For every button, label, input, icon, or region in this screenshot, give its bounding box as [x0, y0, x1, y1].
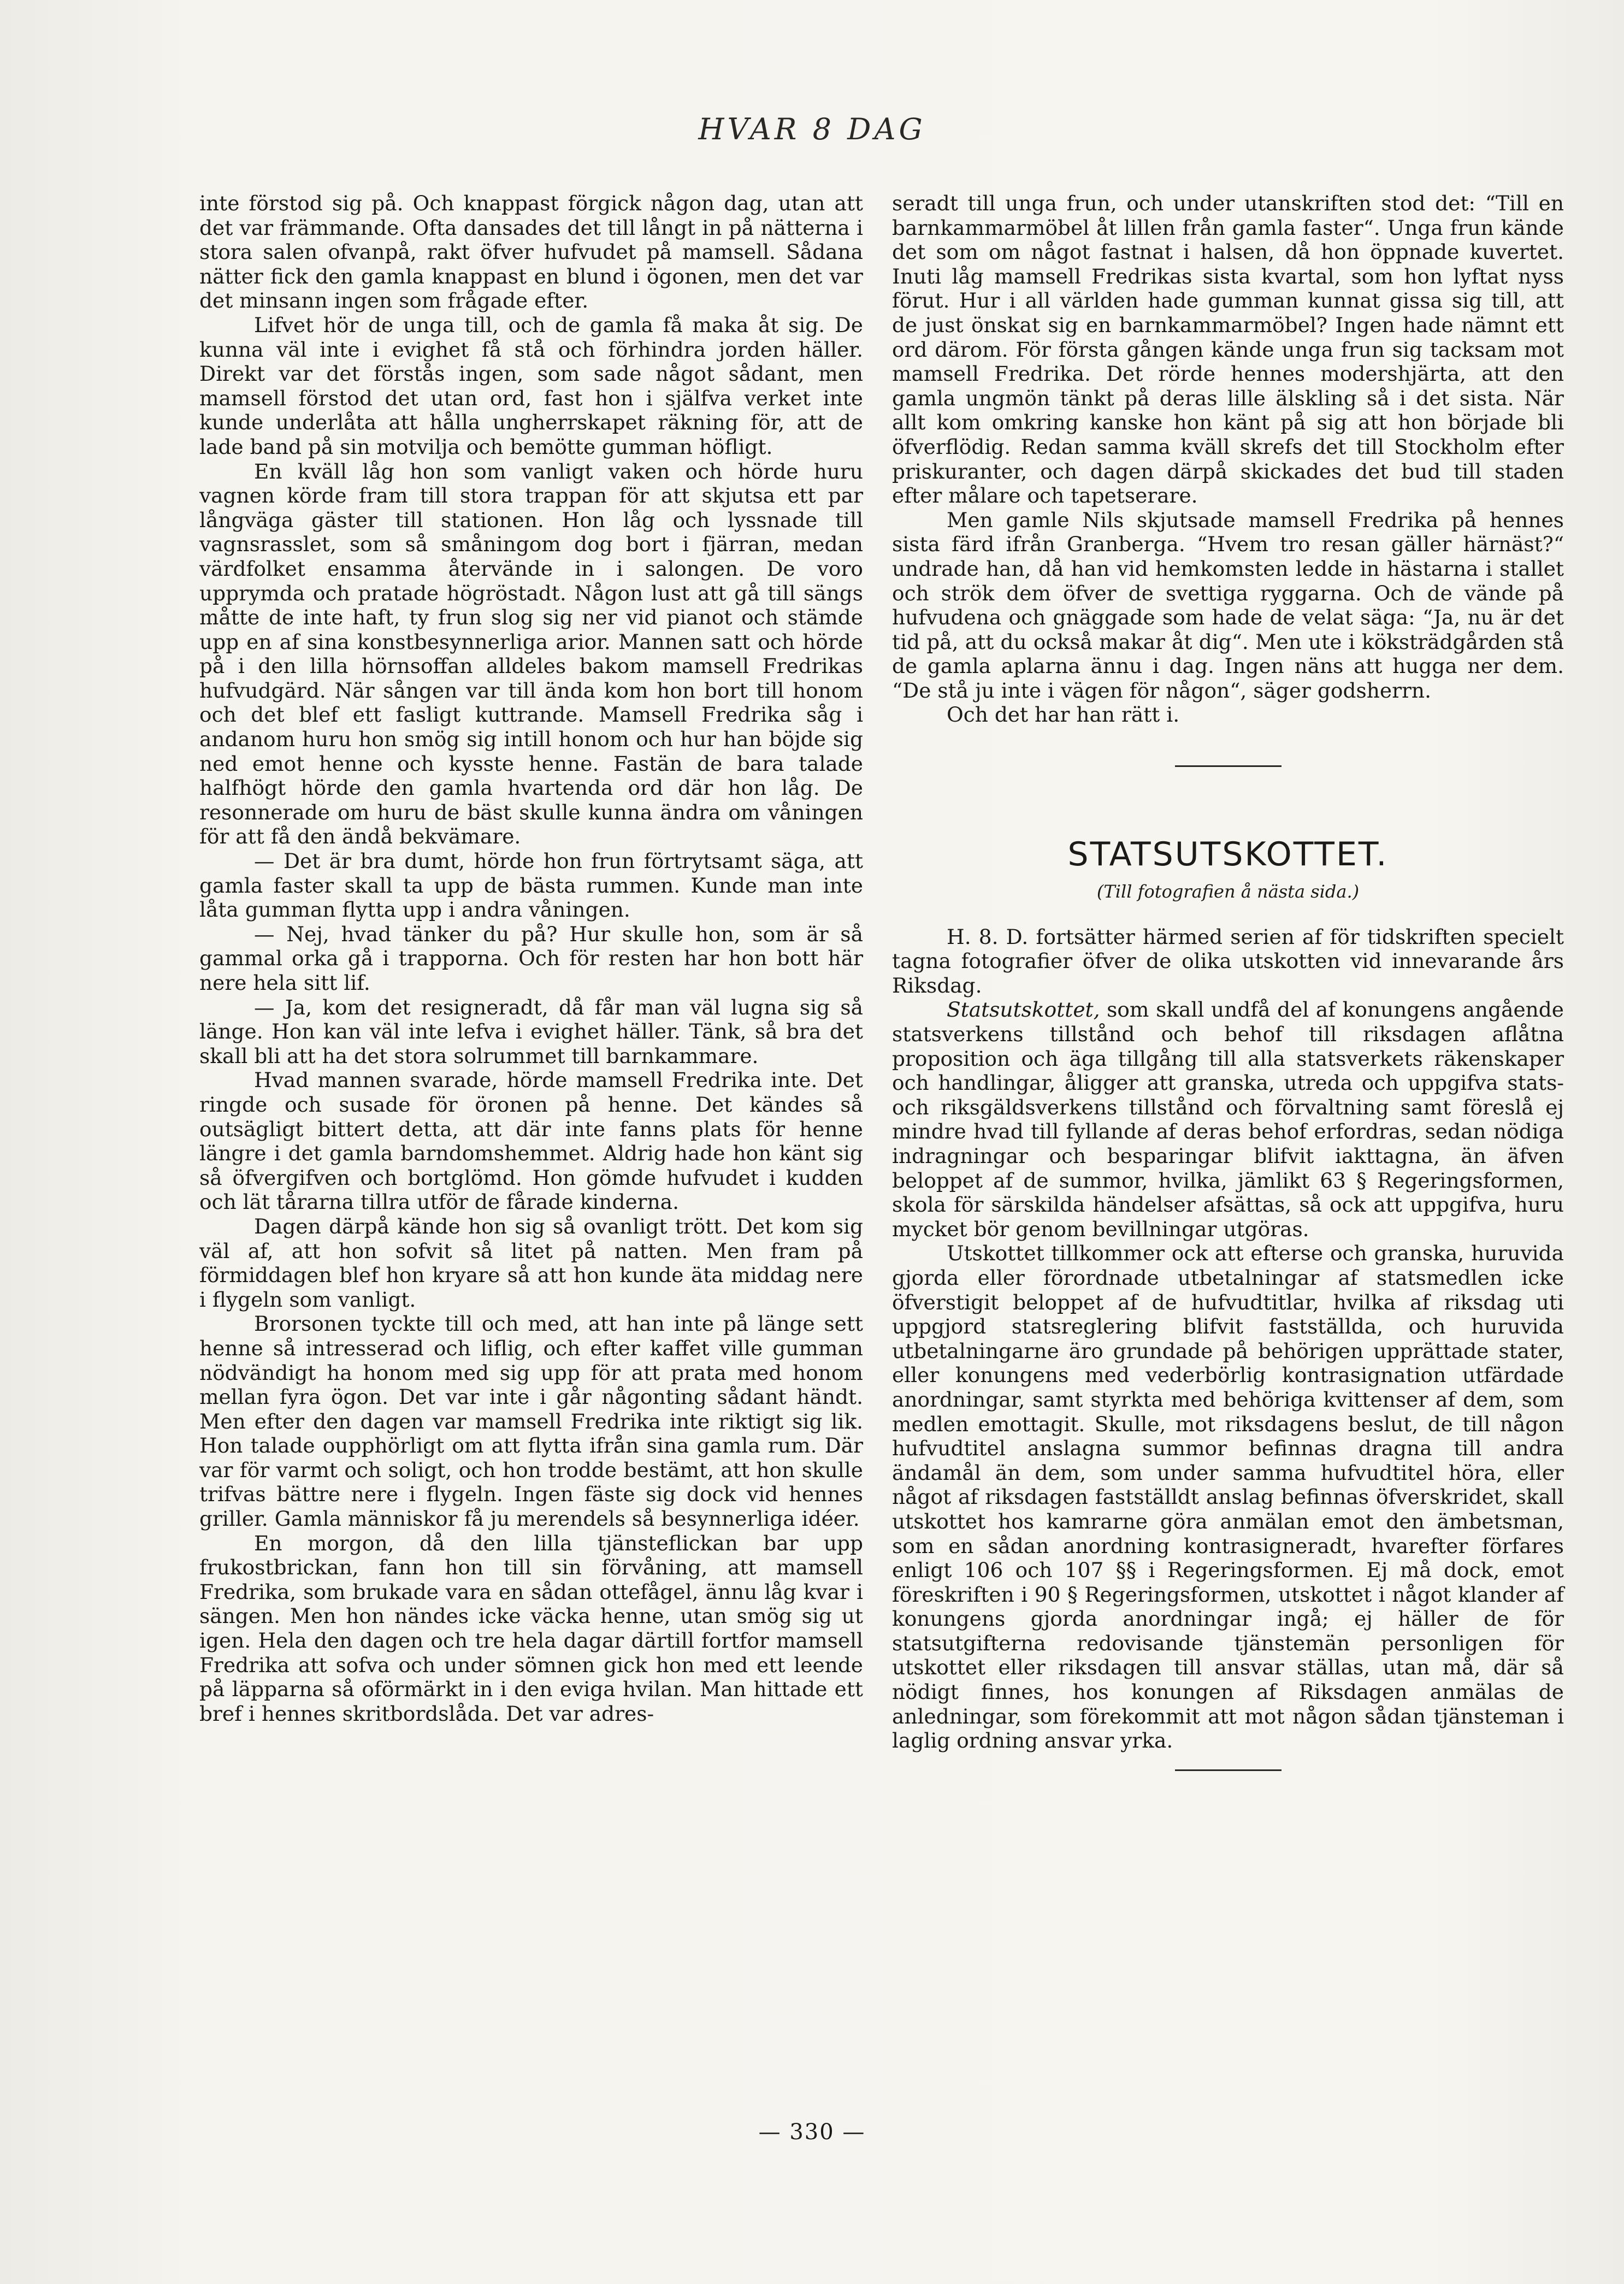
paragraph: — Nej, hvad tänker du på? Hur skulle hon, som är så gammal orka gå i trapporna. Och för resten har hon bott här nere hela sitt lif.: [199, 922, 863, 995]
paragraph: Lifvet hör de unga till, och de gamla få maka åt sig. De kunna väl inte i evighet få stå och förhindra jorden häller. Direkt var det förstås ingen, som sade något sådant, men mamsell förstod det utan ord, fast hon i själfva verket inte kunde underlåta att hålla ungherrskapet räkning för, att de lade band på sin motvilja och bemötte gumman höfligt.: [199, 312, 863, 459]
end-divider: [1175, 1769, 1282, 1771]
paragraph: Dagen därpå kände hon sig så ovanligt trött. Det kom sig väl af, att hon sofvit så litet på natten. Men fram på förmiddagen blef hon kryare så att hon kunde äta middag nere i flygeln som vanligt.: [199, 1214, 863, 1312]
article-paragraph: Utskottet tillkommer ock att efterse och granska, huruvida gjorda eller förordnade utbetalningar af statsmedlen icke öfverstigit beloppet af de hufvudtitlar, hvilka af riksdag uti uppgjord statsreglering blifvit fastställda, och huruvida utbetalningarne äro grundade på behörigen upprättade stater, eller konungens med vederbörlig kontrasignation utfärdade anordningar, samt styrkta med behöriga kvittenser af dem, som medlen emottagit. Skulle, mot riksdagens beslut, de till någon hufvudtitel anslagna summor befinnas dragna till andra ändamål än dem, som under samma hufvudtitel höra, eller något af riksdagen fastställdt anslag befinnas öfverskridet, skall utskottet hos kamrarne göra anmälan emot den ämbetsman, som en sådan anordning kontrasigneradt, hvarefter förfares enligt 106 och 107 §§ i Regeringsformen. Ej må dock, emot föreskriften i 90 § Regeringsformen, utskottet i något klander af konungens gjorda anordningar ingå; ej häller de för statsutgifterna redovisande tjänstemän personligen för utskottet eller riksdagen till ansvar ställas, utan må, där så nödigt finnes, hos konungen af Riksdagen anmälas de anledningar, som förekommit att mot någon sådan tjänsteman i laglig ordning ansvar yrka.: [892, 1241, 1564, 1753]
paragraph: — Ja, kom det resigneradt, då får man väl lugna sig så länge. Hon kan väl inte lefva i evighet häller. Tänk, så bra det skall bli att ha det stora solrummet till barnkammare.: [199, 995, 863, 1068]
emphasis-lead: Statsutskottet,: [947, 998, 1100, 1022]
article-title: STATSUTSKOTTET.: [1067, 835, 1389, 874]
running-head: HVAR 8 DAG: [698, 112, 926, 146]
paragraph: Men gamle Nils skjutsade mamsell Fredrika på hennes sista färd ifrån Granberga. “Hvem tro resan gäller härnäst?“ undrade han, då han vid hemkomsten ledde in hästarna i stallet och strök dem öfver de svettiga ryggarna. Och de vände på hufvudena och gnäggade som hade de velat säga: “Ja, nu är det tid på, att du också makar åt dig“. Men ute i köksträdgården stå de gamla aplarna ännu i dag. Ingen näns att hugga ner dem. “De stå ju inte i vägen för någon“, säger godsherrn.: [892, 507, 1564, 703]
article-paragraph: H. 8. D. fortsätter härmed serien af för tidskriften specielt tagna fotografier öfver de olika utskotten vid innevarande års Riksdag.: [892, 924, 1564, 998]
article-paragraph: [892, 998, 1564, 1241]
paragraph-text: som skall undfå del af konungens angående statsverkens tillstånd och behof till riksdagen aflåtna proposition och äga tillgång till alla statsverkets räkenskaper och handlingar, åligger att granska, utreda och uppgifva stats- och riksgäldsverkens tillstånd och förvaltning samt föreslå ej mindre hvad till fyllande af deras behof erfordras, sedan nödiga indragningar och besparingar blifvit iakttagna, än äfven beloppet af de summor, hvilka, jämlikt 63 § Regeringsformen, skola för särskilda händelser afsättas, så ock att uppgifva, huru mycket bör genom bevillningar utgöras.: [892, 998, 1564, 1241]
paragraph: Hvad mannen svarade, hörde mamsell Fredrika inte. Det ringde och susade för öronen på henne. Det kändes så outsägligt bittert detta, att där inte fanns plats för henne längre i det gamla barndomshemmet. Aldrig hade hon känt sig så öfvergifven och bortglömd. Hon gömde hufvudet i kudden och lät tårarna tillra utför de fårade kinderna.: [199, 1068, 863, 1214]
paragraph: seradt till unga frun, och under utanskriften stod det: “Till en barnkammarmöbel åt lillen från gamla faster“. Unga frun kände det som om något fastnat i halsen, då hon öppnade kuvertet. Inuti låg mamsell Fredrikas sista kvartal, som hon lyftat nyss förut. Hur i all världen hade gumman kunnat gissa sig till, att de just önskat sig en barnkammarmöbel? Ingen hade nämnt ett ord därom. För första gången kände unga frun sig tacksam mot mamsell Fredrika. Det rörde hennes modershjärta, att den gamla ungmön tänkt på deras lille älskling så i det sista. När allt kom omkring kanske hon känt på sig att hon började bli öfverflödig. Redan samma kväll skrefs det till Stockholm efter priskuranter, och dagen därpå skickades det bud till staden efter målare och tapetserare.: [892, 191, 1564, 508]
section-divider: [1175, 765, 1282, 767]
paragraph: En kväll låg hon som vanligt vaken och hörde huru vagnen körde fram till stora trappan för att skjutsa ett par långväga gäster till stationen. Hon låg och lyssnade till vagnsrasslet, som så småningom dog bort i fjärran, medan värdfolket ensamma återvände in i salongen. De voro upprymda och pratade högröstadt. Någon lust att gå till sängs måtte de inte haft, ty frun slog sig ner vid pianot och stämde upp en af sina konstbesynnerliga arior. Mannen satt och hörde på i den lilla hörnsoffan alldeles bakom mamsell Fredrikas hufvudgärd. När sången var till ända kom hon bort till honom och det blef ett fasligt kuttrande. Mamsell Fredrika såg i andanom huru hon smög sig intill honom och hur han böjde sig ned emot henne och kysste henne. Fastän de bara talade halfhögt hörde den gamla hvartenda ord där hon låg. De resonnerade om huru de bäst skulle kunna ändra om våningen för att få den ändå bekvämare.: [199, 459, 863, 849]
paragraph: Och det har han rätt i.: [947, 703, 1180, 727]
left-column: [199, 191, 863, 1726]
paragraph: En morgon, då den lilla tjänsteflickan bar upp frukostbrickan, fann hon till sin förvåning, att mamsell Fredrika, som brukade vara en sådan ottefågel, ännu låg kvar i sängen. Men hon nändes icke väcka henne, utan smög sig ut igen. Hela den dagen och tre hela dagar därtill fortfor mamsell Fredrika att sofva och under sömnen gick hon med ett leende på läpparna så oförmärkt in i den eviga hvilan. Man hittade ett bref i hennes skritbordslåda. Det var adres-: [199, 1531, 863, 1726]
paragraph: inte förstod sig på. Och knappast förgick någon dag, utan att det var främmande. Ofta dansades det till långt in på nätterna i stora salen ofvanpå, rakt öfver hufvudet på mamsell. Sådana nätter fick den gamla knappast en blund i ögonen, men det var det minsann ingen som frågade efter.: [199, 191, 863, 313]
page-number: — 330 —: [758, 2120, 866, 2145]
paragraph: — Det är bra dumt, hörde hon frun förtrytsamt säga, att gamla faster skall ta upp de bästa rummen. Kunde man inte låta gumman flytta upp i andra våningen.: [199, 849, 863, 922]
article-subtitle: (Till fotografien å nästa sida.): [1096, 881, 1360, 902]
right-column: [892, 191, 1564, 1771]
paragraph: Brorsonen tyckte till och med, att han inte på länge sett henne så intresserad och liflig, och efter kaffet ville gumman nödvändigt ha honom med sig upp för att prata med honom mellan fyra ögon. Det var inte i går någonting sådant händt. Men efter den dagen var mamsell Fredrika inte riktigt sig lik. Hon talade oupphörligt om att flytta ifrån sina gamla rum. Där var för varmt och soligt, och hon trodde bestämt, att hon skulle trifvas bättre nere i flygeln. Ingen fäste sig dock vid hennes griller. Gamla människor få ju merendels så besynnerliga idéer.: [199, 1312, 863, 1531]
